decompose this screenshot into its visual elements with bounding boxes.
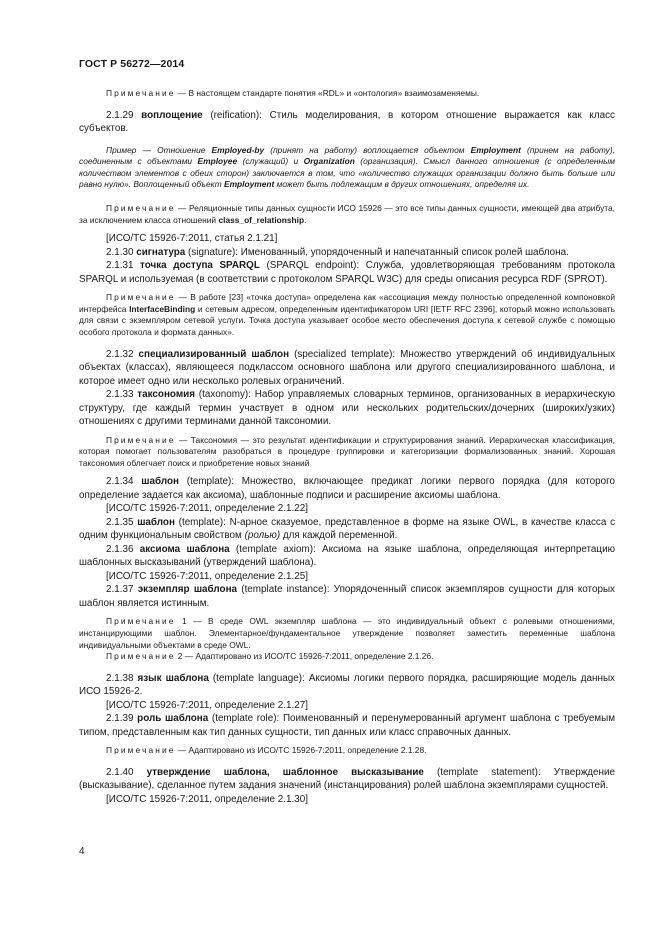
definition-2-1-36: 2.1.36 аксиома шаблона (template axiom): Аксиома на языке шаблона, определяющая интерпретацию шаблонных высказываний (утверждений шаблона). xyxy=(79,543,615,569)
page-number: 4 xyxy=(79,846,85,857)
definition-2-1-37: 2.1.37 экземпляр шаблона (template instance): Упорядоченный список экземпляров сущности для которых шаблон является истинным. xyxy=(79,584,615,609)
document-page xyxy=(79,58,615,806)
definition-2-1-29: 2.1.29 воплощение (reification): Стиль моделирования, в котором отношение выражается как класс субъектов. xyxy=(79,109,615,135)
definition-2-1-34: 2.1.34 шаблон (template): Множество, включающее предикат логики первого порядка (для которого определение задается как аксиома), шаблонные подписи и расширение аксиомы шаблона. xyxy=(79,476,615,501)
note-taxonomy: Примечание — Таксономия — это результат идентификации и структурирования знаний. Иерархическая классификация, которая помогает пользователям разобраться в процедуре группировки и категоризации формализованных знаний. Хорошая таксономия облегчает поиск и приобретение новых знаний xyxy=(79,434,615,468)
reference-2-1-27: [ИСО/ТС 15926-7:2011, определение 2.1.27] xyxy=(106,699,308,711)
definition-2-1-38: 2.1.38 язык шаблона (template language): Аксиомы логики первого порядка, расширяющие модель данных ИСО 15926-2. xyxy=(79,672,615,698)
definition-2-1-30: 2.1.30 сигнатура (signature): Именованный, упорядоченный и напечатанный список ролей шаблона. xyxy=(106,246,569,258)
note-rdl: Примечание — В настоящем стандарте понятия «RDL» и «онтология» взаимозаменяемы. xyxy=(106,88,480,98)
definition-2-1-40: 2.1.40 утверждение шаблона, шаблонное высказывание (template statement): Утверждение (высказывание), сделанное путем задания значений (инстанцирования) ролей шаблона экземплярами сущностей. xyxy=(79,766,616,792)
reference-2-1-22: [ИСО/ТС 15926-7:2011, определение 2.1.22] xyxy=(106,503,308,515)
definition-2-1-35: 2.1.35 шаблон (template): N-арное сказуемое, представленное в форме на языке OWL, в качестве класса с одним функциональным свойством (ролью) для каждой переменной. xyxy=(79,516,615,542)
note-relational-types: Примечание — Реляционные типы данных сущности ИСО 15926 — это все типы данных сущности, имеющей два атрибута, за исключением класса отношений class_of_relationship. xyxy=(79,202,615,225)
definition-2-1-31: 2.1.31 точка доступа SPARQL (SPARQL endpoint): Служба, удовлетворяющая требованиям протокола SPARQL и используемая (в соответствии с протоколом SPARQL W3C) для среды описания ресурса RDF (SPROT). xyxy=(79,260,615,285)
definition-2-1-33: 2.1.33 таксономия (taxonomy): Набор управляемых словарных терминов, организованных в иерархическую структуру, где каждый термин участвует в одном или нескольких родительских/дочерних (широких/узких) отношениях с другими терминами данной таксономии. xyxy=(79,389,615,428)
note-endpoint: Примечание — В работе [23] «точка доступа» определена как «ассоциация между полностью определенной компоновкой интерфейса InterfaceBinding и сетевым адресом, определенным идентификатором URI [IETF RFC 2396], который можно использовать для связи с экземпляром сетевой услуги. Точка доступа указывает особое место обеспечения доступа к сетевой службе с помощью особого протокола и формата данных». xyxy=(79,292,615,337)
example-employment: Пример — Отношение Employed-by (принят на работу) воплощается объектом Employment (принем на работу), соединенным с объектами Employee (служащий) и Organization (организация). Смысл данного отношения (с определенным количеством элементов с обеих сторон) заключается в том, что «количество служащих организации должно быть больше или равно нулю». Воплощенный объект Employment может быть подлежащим в других отношениях, определяя их. xyxy=(79,144,615,190)
note-template-instance-2: Примечание 2 — Адаптировано из ИСО/ТС 15926-7:2011, определение 2.1.26. xyxy=(106,651,434,662)
note-template-instance-1: Примечание 1 — В среде OWL экземпляр шаблона — это индивидуальный объект с ролевыми отношениями, инстанцирующими шаблон. Элементарное/фундаментальное утверждение позволяет заместить переменные шаблона индивидуальными объектами в среде OWL. xyxy=(79,616,615,650)
note-label: Примечание xyxy=(106,88,176,98)
definition-2-1-39: 2.1.39 роль шаблона (template role): Поименованный и перенумерованный аргумент шаблона с требуемым типом, представленным как тип данных сущности, тип данных или класс справочных данных. xyxy=(79,713,615,738)
document-header: ГОСТ Р 56272—2014 xyxy=(79,58,185,70)
note-template-role: Примечание — Адаптировано из ИСО/ТС 15926-7:2011, определение 2.1.28. xyxy=(106,745,427,756)
term: воплощение xyxy=(141,109,203,121)
reference-2-1-21: [ИСО/ТС 15926-7:2011, статья 2.1.21] xyxy=(106,233,278,245)
reference-2-1-25: [ИСО/ТС 15926-7:2011, определение 2.1.25] xyxy=(106,570,308,582)
definition-2-1-32: 2.1.32 специализированный шаблон (specialized template): Множество утверждений об индивидуальных объектах (классах), являющееся подклассом основного шаблона или другого специализированного шаблона, и которое имеет одно или несколько ролевых ограничений. xyxy=(79,348,616,387)
reference-2-1-30: [ИСО/ТС 15926-7:2011, определение 2.1.30] xyxy=(106,793,308,805)
